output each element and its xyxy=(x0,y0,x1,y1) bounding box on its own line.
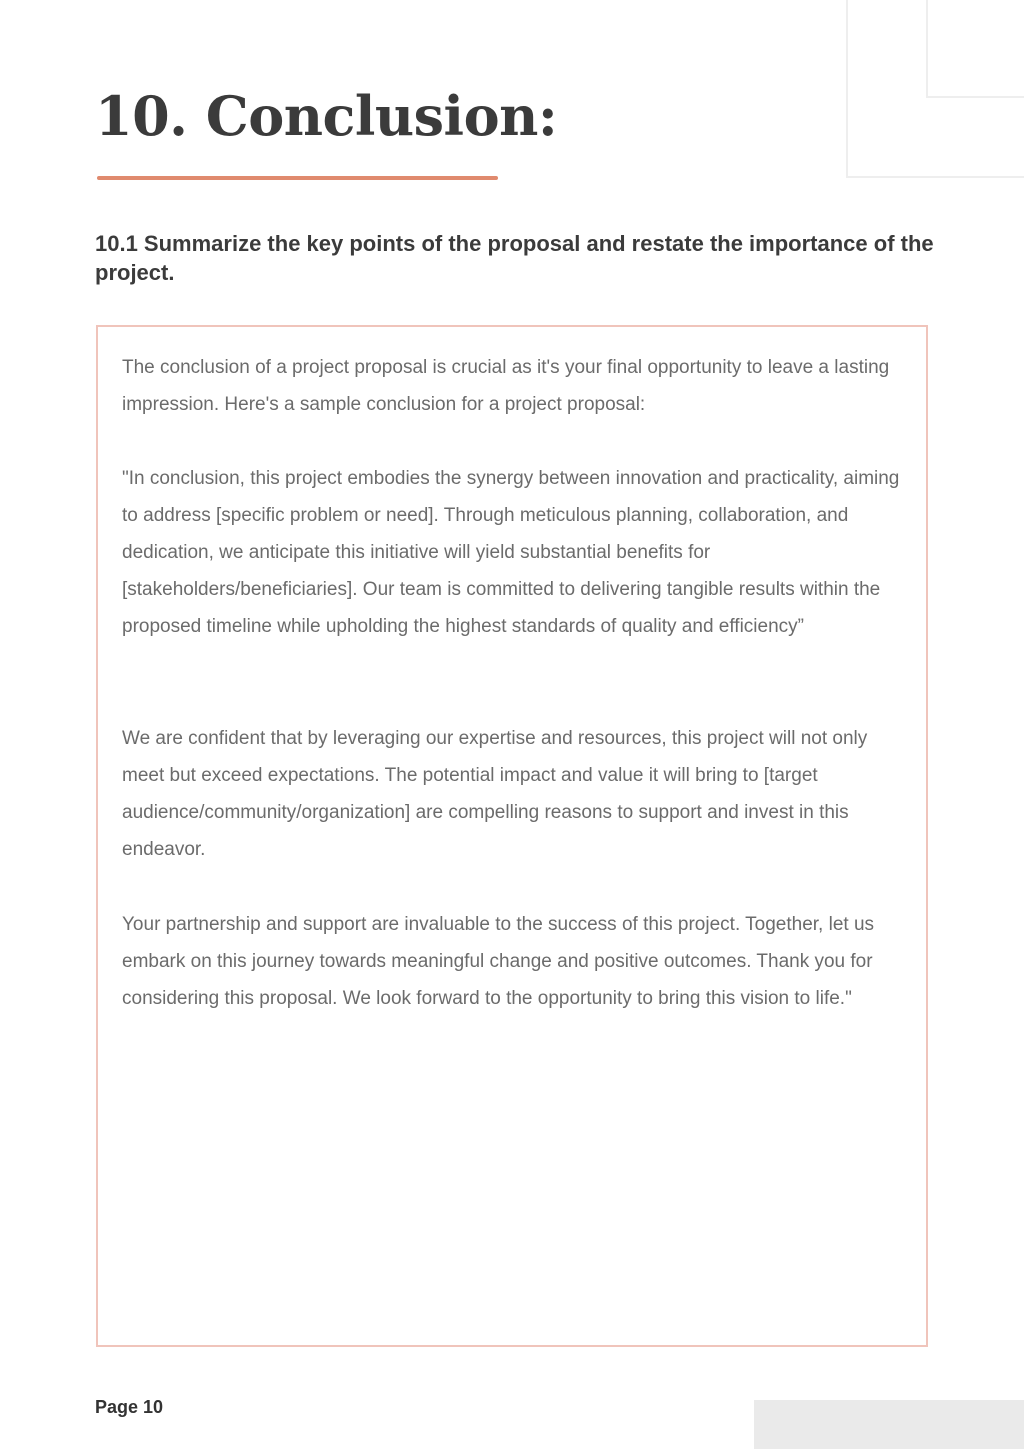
page-number: Page 10 xyxy=(95,1397,164,1417)
section-heading: 10.1 Summarize the key points of the proposal and restate the importance of the project. xyxy=(95,231,934,285)
footer-bar xyxy=(754,1400,1024,1449)
content-box xyxy=(96,325,928,1347)
title-underline xyxy=(97,176,498,180)
paragraph-closing: Your partnership and support are invaluable to the success of this project. Together, let us embark on this journey towards meaningful change and positive outcomes. Thank you for considering this proposal. We look forward to the opportunity to bring this vision to life." xyxy=(122,914,875,1009)
paragraph-sample-conclusion: "In conclusion, this project embodies the synergy between innovation and practicality, aiming to address [specific problem or need]. Through meticulous planning, collaboration, and dedication, we anticipate this initiative will yield substantial benefits for [stakeholders/beneficiaries]. Our team is committed to delivering tangible results within the proposed timeline while upholding the highest standards of quality and efficiency” xyxy=(122,468,900,637)
paragraph-confidence: We are confident that by leveraging our expertise and resources, this project will not only meet but exceed expectations. The potential impact and value it will bring to [target audience/community/organization] are compelling reasons to support and invest in this endeavor. xyxy=(122,728,868,860)
page-title: 10. Conclusion: xyxy=(95,84,558,148)
corner-frame-inner xyxy=(926,0,1024,98)
paragraph-intro: The conclusion of a project proposal is crucial as it's your final opportunity to leave a lasting impression. Here's a sample conclusion for a project proposal: xyxy=(122,357,890,415)
